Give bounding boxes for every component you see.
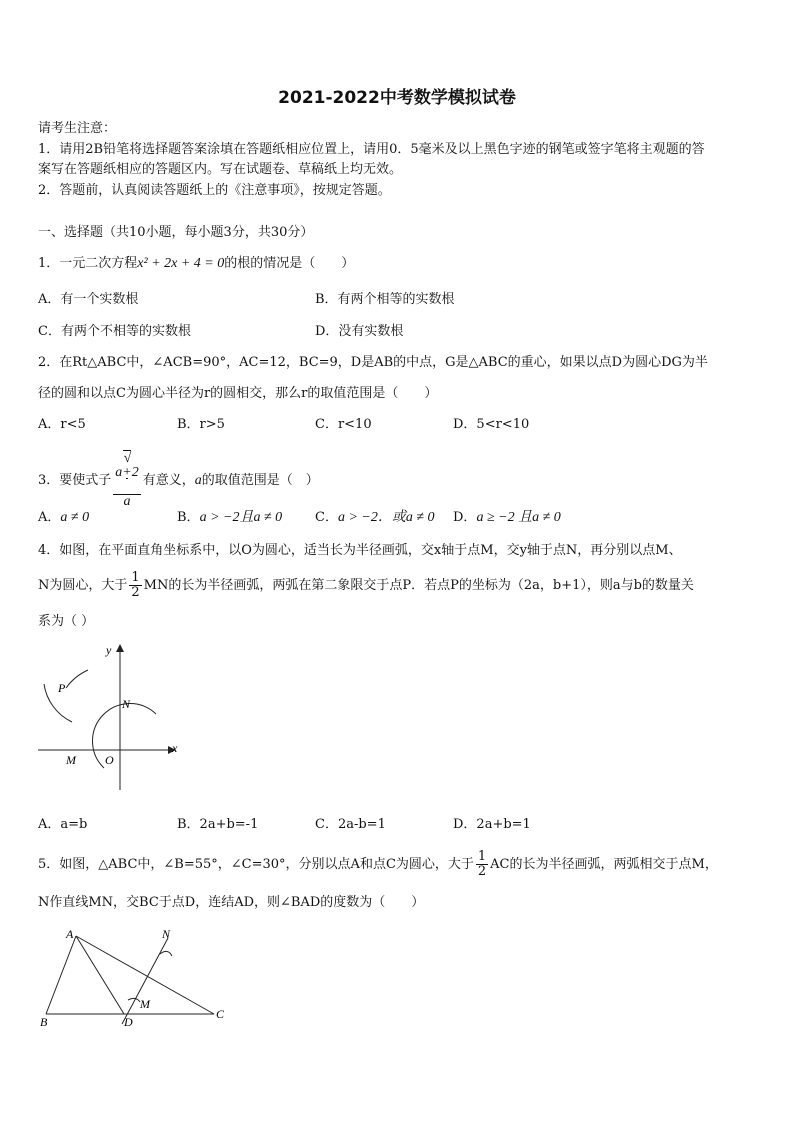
- q2-option-b[interactable]: B．r>5: [177, 417, 225, 432]
- q4-option-c[interactable]: C．2a-b=1: [315, 817, 386, 832]
- q3-option-c[interactable]: C．a > −2．或a ≠ 0: [315, 510, 435, 525]
- label-a: A: [66, 927, 74, 941]
- arc-mn: [93, 704, 156, 768]
- question-3: [38, 451, 319, 509]
- notice-line-3: 2．答题前，认真阅读答题纸上的《注意事项》，按规定答题。: [38, 183, 391, 198]
- q3-mid: 有意义，: [142, 473, 195, 488]
- label-o: O: [105, 753, 114, 767]
- q3-option-a[interactable]: A．a ≠ 0: [38, 510, 90, 525]
- label-p: P: [58, 681, 66, 695]
- q3-fraction: [113, 452, 140, 509]
- q2-option-d[interactable]: D．5<r<10: [453, 417, 530, 432]
- section-heading: 一、选择题（共10小题，每小题3分，共30分）: [38, 225, 314, 240]
- q3-denominator: a: [123, 494, 131, 509]
- segment-ad: [76, 936, 124, 1014]
- arc-near-n: [160, 951, 172, 956]
- side-ab: [46, 936, 76, 1014]
- label-y: y: [106, 643, 112, 657]
- line-mn: [122, 938, 168, 1024]
- arc-from-n: [66, 670, 88, 688]
- q1-suffix: 的根的情况是（ ）: [224, 256, 355, 271]
- label-n: N: [162, 927, 171, 941]
- q1-equation: x² + 2x + 4 = 0: [137, 256, 225, 271]
- y-axis-arrow: [116, 644, 124, 652]
- label-d: D: [124, 1015, 133, 1029]
- question-1: [38, 256, 354, 272]
- q5-fraction: $\frac{1}{2}$: [477, 849, 487, 879]
- q4-option-b[interactable]: B．2a+b=-1: [177, 817, 259, 832]
- q1-option-a[interactable]: A．有一个实数根: [38, 292, 139, 307]
- q3-variable: a: [194, 473, 202, 488]
- q4-line-1: 4．如图，在平面直角坐标系中，以O为圆心，适当长为半径画弧，交x轴于点M，交y轴于点N，再分别以点M、: [38, 543, 682, 558]
- label-x: x: [172, 741, 178, 755]
- label-n: N: [122, 697, 131, 711]
- q5-line-2: N作直线MN，交BC于点D，连结AD，则∠BAD的度数为（ ）: [38, 895, 425, 910]
- exam-title: 2021-2022中考数学模拟试卷: [278, 88, 516, 108]
- q3-sqrt: √ a+2: [115, 450, 138, 494]
- q4-figure: [30, 640, 190, 800]
- q1-option-d[interactable]: D．没有实数根: [315, 324, 404, 339]
- q3-prefix: 3．要使式子: [38, 473, 112, 488]
- label-m: M: [140, 997, 150, 1011]
- q1-option-b[interactable]: B．有两个相等的实数根: [315, 292, 455, 307]
- q4-line-3: 系为（ ）: [38, 614, 95, 629]
- q2-option-c[interactable]: C．r<10: [315, 417, 372, 432]
- notice-heading: 请考生注意：: [38, 121, 117, 136]
- q2-line-1: 2．在Rt△ABC中，∠ACB=90°，AC=12，BC=9，D是AB的中点，G是△ABC的重心，如果以点D为圆心DG为半: [38, 355, 708, 370]
- notice-line-1: 1．请用2B铅笔将选择题答案涂填在答题纸相应位置上，请用0．5毫米及以上黑色字迹的钢笔或签字笔将主观题的答: [38, 142, 705, 157]
- label-c: C: [216, 1007, 225, 1021]
- q2-option-a[interactable]: A．r<5: [38, 417, 86, 432]
- label-m: M: [66, 753, 76, 767]
- q3-suffix: 的取值范围是（ ）: [201, 473, 319, 488]
- q4-option-a[interactable]: A．a=b: [38, 817, 88, 832]
- q5-figure: [36, 924, 236, 1034]
- q4-option-d[interactable]: D．2a+b=1: [453, 817, 531, 832]
- q3-numerator: a+2: [115, 465, 139, 480]
- notice-line-2: 案写在答题纸相应的答题区内。写在试题卷、草稿纸上均无效。: [38, 162, 403, 177]
- q2-line-2: 径的圆和以点C为圆心半径为r的圆相交，那么r的取值范围是（ ）: [38, 386, 438, 401]
- q4-fraction: $\frac{1}{2}$: [131, 570, 140, 600]
- q3-option-b[interactable]: B．a > −2且a ≠ 0: [177, 510, 283, 525]
- q4-line-2: N为圆心，大于 $\frac{1}{2}$ MN的长为半径画弧，两弧在第二象限交于点P．若点P的坐标为（2a，b+1），则a与b的数量关: [38, 570, 694, 600]
- label-b: B: [40, 1015, 48, 1029]
- q1-option-c[interactable]: C．有两个不相等的实数根: [38, 324, 191, 339]
- q3-option-d[interactable]: D．a ≥ −2 且a ≠ 0: [453, 510, 561, 525]
- q5-line-1: 5．如图，△ABC中，∠B=55°，∠C=30°，分别以点A和点C为圆心，大于 $\frac{1}{2}$ AC的长为半径画弧，两弧相交于点M，: [38, 849, 718, 879]
- q1-prefix: 1．一元二次方程: [38, 256, 138, 271]
